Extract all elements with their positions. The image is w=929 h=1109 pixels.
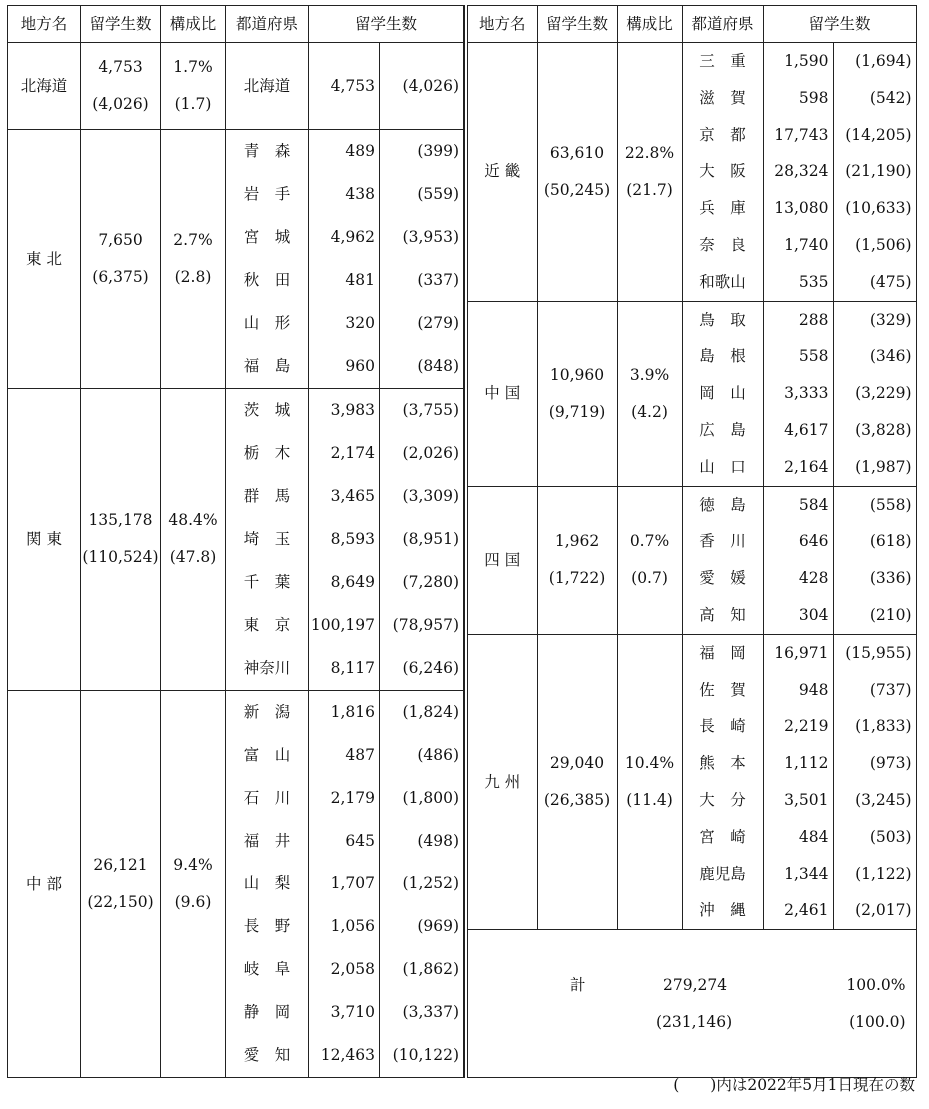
prefecture-students: 28,324 bbox=[763, 153, 833, 190]
prefecture-name: 福 井 bbox=[226, 819, 309, 862]
header-ratio: 構成比 bbox=[161, 6, 226, 43]
prefecture-students-prev: (486) bbox=[380, 734, 464, 777]
prefecture-students: 1,740 bbox=[763, 227, 833, 264]
prefecture-students-prev: (6,246) bbox=[380, 647, 464, 691]
region-name: 近 畿 bbox=[466, 43, 537, 302]
prefecture-students-prev: (848) bbox=[380, 345, 464, 389]
prefecture-students-prev: (1,694) bbox=[833, 43, 916, 80]
prefecture-students-prev: (498) bbox=[380, 819, 464, 862]
region-name: 四 国 bbox=[466, 486, 537, 634]
region-total bbox=[81, 388, 161, 690]
prefecture-students-prev: (329) bbox=[833, 301, 916, 338]
region-name: 関 東 bbox=[8, 388, 81, 690]
region-total-value: 26,121 bbox=[93, 856, 148, 875]
prefecture-students: 948 bbox=[763, 672, 833, 709]
region-ratio-value: 22.8% bbox=[624, 143, 675, 162]
prefecture-students-prev: (737) bbox=[833, 672, 916, 709]
prefecture-students-prev: (973) bbox=[833, 745, 916, 782]
region-ratio bbox=[617, 486, 682, 634]
prefecture-students: 17,743 bbox=[763, 117, 833, 154]
prefecture-name: 和歌山 bbox=[682, 264, 763, 301]
prefecture-students: 1,344 bbox=[763, 856, 833, 893]
prefecture-name: 山 梨 bbox=[226, 862, 309, 905]
prefecture-students-prev: (1,252) bbox=[380, 862, 464, 905]
left-table bbox=[7, 5, 464, 1078]
prefecture-students-prev: (1,824) bbox=[380, 690, 464, 734]
prefecture-students-prev: (2,026) bbox=[380, 432, 464, 475]
header-ratio-right: 構成比 bbox=[617, 6, 682, 43]
table-row bbox=[8, 690, 464, 734]
prefecture-name: 千 葉 bbox=[226, 561, 309, 604]
region-ratio bbox=[617, 301, 682, 486]
region-ratio bbox=[161, 43, 226, 130]
prefecture-name: 高 知 bbox=[682, 597, 763, 634]
prefecture-name: 山 形 bbox=[226, 302, 309, 345]
region-ratio-value: 2.7% bbox=[173, 231, 213, 250]
region-ratio bbox=[161, 388, 226, 690]
region-total-prev: (26,385) bbox=[543, 790, 611, 809]
prefecture-students-prev: (337) bbox=[380, 259, 464, 302]
region-ratio-value: 48.4% bbox=[168, 511, 218, 530]
region-ratio bbox=[617, 43, 682, 302]
prefecture-name: 熊 本 bbox=[682, 745, 763, 782]
prefecture-students-prev: (1,506) bbox=[833, 227, 916, 264]
region-total bbox=[81, 43, 161, 130]
region-total bbox=[81, 130, 161, 389]
table-row bbox=[466, 43, 916, 80]
prefecture-students-prev: (3,337) bbox=[380, 991, 464, 1034]
region-ratio-prev: (47.8) bbox=[169, 548, 217, 567]
prefecture-name: 岩 手 bbox=[226, 173, 309, 216]
prefecture-students-prev: (503) bbox=[833, 819, 916, 856]
prefecture-name: 富 山 bbox=[226, 734, 309, 777]
total-value-prev: (231,146) bbox=[656, 1013, 733, 1032]
prefecture-name: 岡 山 bbox=[682, 375, 763, 412]
region-ratio-prev: (4.2) bbox=[631, 402, 668, 421]
prefecture-students: 3,333 bbox=[763, 375, 833, 412]
prefecture-students: 1,056 bbox=[309, 905, 380, 948]
region-total-value: 135,178 bbox=[88, 511, 153, 530]
prefecture-students: 304 bbox=[763, 597, 833, 634]
prefecture-students-prev: (21,190) bbox=[833, 153, 916, 190]
prefecture-students-prev: (3,828) bbox=[833, 412, 916, 449]
prefecture-students-prev: (3,755) bbox=[380, 388, 464, 432]
prefecture-name: 徳 島 bbox=[682, 486, 763, 523]
prefecture-students-prev: (3,953) bbox=[380, 216, 464, 259]
prefecture-name: 北海道 bbox=[226, 43, 309, 130]
prefecture-name: 宮 城 bbox=[226, 216, 309, 259]
prefecture-name: 滋 賀 bbox=[682, 80, 763, 117]
region-total-value: 10,960 bbox=[549, 365, 605, 384]
region-ratio-prev: (11.4) bbox=[626, 790, 673, 809]
region-total bbox=[537, 43, 617, 302]
prefecture-students: 481 bbox=[309, 259, 380, 302]
prefecture-name: 兵 庫 bbox=[682, 190, 763, 227]
region-name: 北海道 bbox=[8, 43, 81, 130]
prefecture-students: 100,197 bbox=[309, 604, 380, 647]
prefecture-students: 428 bbox=[763, 560, 833, 597]
region-total-value: 1,962 bbox=[554, 532, 600, 551]
total-ratio-prev: (100.0) bbox=[849, 1013, 906, 1032]
region-total bbox=[537, 634, 617, 929]
total-cell bbox=[466, 930, 916, 1078]
prefecture-name: 東 京 bbox=[226, 604, 309, 647]
prefecture-students: 2,461 bbox=[763, 892, 833, 929]
region-ratio bbox=[617, 634, 682, 929]
prefecture-name: 宮 崎 bbox=[682, 819, 763, 856]
prefecture-students: 535 bbox=[763, 264, 833, 301]
prefecture-name: 神奈川 bbox=[226, 647, 309, 691]
prefecture-students: 646 bbox=[763, 523, 833, 560]
region-total-prev: (22,150) bbox=[87, 892, 154, 911]
prefecture-students: 320 bbox=[309, 302, 380, 345]
prefecture-name: 三 重 bbox=[682, 43, 763, 80]
prefecture-students: 3,465 bbox=[309, 475, 380, 518]
prefecture-students: 584 bbox=[763, 486, 833, 523]
footnote: ( )内は2022年5月1日現在の数 bbox=[673, 1076, 915, 1094]
table-row bbox=[8, 388, 464, 432]
region-ratio-value: 10.4% bbox=[624, 754, 675, 773]
prefecture-students: 558 bbox=[763, 338, 833, 375]
prefecture-name: 沖 縄 bbox=[682, 892, 763, 929]
prefecture-students-prev: (2,017) bbox=[833, 892, 916, 929]
prefecture-students-prev: (475) bbox=[833, 264, 916, 301]
prefecture-name: 群 馬 bbox=[226, 475, 309, 518]
total-row bbox=[466, 930, 916, 1078]
prefecture-students: 8,117 bbox=[309, 647, 380, 691]
prefecture-name: 京 都 bbox=[682, 117, 763, 154]
prefecture-name: 大 分 bbox=[682, 782, 763, 819]
prefecture-students: 598 bbox=[763, 80, 833, 117]
region-total-prev: (1,722) bbox=[548, 569, 606, 588]
prefecture-students-prev: (399) bbox=[380, 130, 464, 174]
prefecture-students-prev: (618) bbox=[833, 523, 916, 560]
region-total bbox=[537, 301, 617, 486]
prefecture-students-prev: (1,987) bbox=[833, 449, 916, 486]
prefecture-students: 8,593 bbox=[309, 518, 380, 561]
region-ratio-value: 3.9% bbox=[629, 365, 670, 384]
prefecture-students: 16,971 bbox=[763, 634, 833, 671]
prefecture-students-prev: (10,633) bbox=[833, 190, 916, 227]
region-ratio-prev: (1.7) bbox=[174, 95, 212, 114]
total-ratio: 100.0% bbox=[846, 976, 906, 995]
prefecture-students: 2,174 bbox=[309, 432, 380, 475]
prefecture-students: 2,219 bbox=[763, 708, 833, 745]
prefecture-students-prev: (1,800) bbox=[380, 777, 464, 820]
region-total-prev: (50,245) bbox=[543, 180, 611, 199]
prefecture-students-prev: (1,862) bbox=[380, 948, 464, 991]
header-region: 地方名 bbox=[8, 6, 81, 43]
header-pref-students: 留学生数 bbox=[309, 6, 464, 43]
prefecture-name: 福 岡 bbox=[682, 634, 763, 671]
prefecture-students: 489 bbox=[309, 130, 380, 174]
prefecture-students-prev: (210) bbox=[833, 597, 916, 634]
prefecture-students: 1,590 bbox=[763, 43, 833, 80]
prefecture-name: 広 島 bbox=[682, 412, 763, 449]
prefecture-students: 1,112 bbox=[763, 745, 833, 782]
prefecture-students: 2,164 bbox=[763, 449, 833, 486]
student-table bbox=[7, 5, 917, 1078]
prefecture-students-prev: (7,280) bbox=[380, 561, 464, 604]
prefecture-students: 12,463 bbox=[309, 1034, 380, 1078]
prefecture-students: 1,816 bbox=[309, 690, 380, 734]
prefecture-students-prev: (336) bbox=[833, 560, 916, 597]
prefecture-students: 645 bbox=[309, 819, 380, 862]
region-ratio-prev: (0.7) bbox=[631, 569, 668, 588]
table-row bbox=[466, 301, 916, 338]
prefecture-students: 487 bbox=[309, 734, 380, 777]
prefecture-students-prev: (10,122) bbox=[380, 1034, 464, 1078]
prefecture-name: 愛 媛 bbox=[682, 560, 763, 597]
prefecture-name: 埼 玉 bbox=[226, 518, 309, 561]
prefecture-students: 438 bbox=[309, 173, 380, 216]
region-ratio-value: 1.7% bbox=[173, 58, 213, 77]
table-row bbox=[466, 486, 916, 523]
prefecture-students-prev: (542) bbox=[833, 80, 916, 117]
region-ratio-value: 0.7% bbox=[629, 532, 670, 551]
header-region-right: 地方名 bbox=[466, 6, 537, 43]
region-ratio bbox=[161, 690, 226, 1078]
prefecture-name: 福 島 bbox=[226, 345, 309, 389]
region-ratio-value: 9.4% bbox=[173, 856, 213, 875]
prefecture-students: 3,501 bbox=[763, 782, 833, 819]
prefecture-students-prev: (3,229) bbox=[833, 375, 916, 412]
prefecture-name: 佐 賀 bbox=[682, 672, 763, 709]
prefecture-name: 山 口 bbox=[682, 449, 763, 486]
prefecture-students-prev: (279) bbox=[380, 302, 464, 345]
prefecture-name: 秋 田 bbox=[226, 259, 309, 302]
prefecture-name: 鳥 取 bbox=[682, 301, 763, 338]
region-ratio-prev: (2.8) bbox=[174, 267, 212, 286]
prefecture-students: 1,707 bbox=[309, 862, 380, 905]
prefecture-students: 484 bbox=[763, 819, 833, 856]
prefecture-students-prev: (559) bbox=[380, 173, 464, 216]
prefecture-name: 岐 阜 bbox=[226, 948, 309, 991]
prefecture-name: 青 森 bbox=[226, 130, 309, 174]
prefecture-students-prev: (558) bbox=[833, 486, 916, 523]
prefecture-students: 4,617 bbox=[763, 412, 833, 449]
prefecture-name: 大 阪 bbox=[682, 153, 763, 190]
prefecture-name: 愛 知 bbox=[226, 1034, 309, 1078]
prefecture-name: 奈 良 bbox=[682, 227, 763, 264]
prefecture-students-prev: (3,245) bbox=[833, 782, 916, 819]
total-label: 計 bbox=[570, 976, 586, 995]
prefecture-students: 2,179 bbox=[309, 777, 380, 820]
table-row bbox=[8, 130, 464, 174]
region-total-prev: (4,026) bbox=[92, 95, 149, 114]
prefecture-name: 茨 城 bbox=[226, 388, 309, 432]
prefecture-students-prev: (78,957) bbox=[380, 604, 464, 647]
header-students: 留学生数 bbox=[81, 6, 161, 43]
prefecture-students: 288 bbox=[763, 301, 833, 338]
prefecture-name: 栃 木 bbox=[226, 432, 309, 475]
prefecture-name: 鹿児島 bbox=[682, 856, 763, 893]
prefecture-students-prev: (3,309) bbox=[380, 475, 464, 518]
region-name: 東 北 bbox=[8, 130, 81, 389]
prefecture-students-prev: (15,955) bbox=[833, 634, 916, 671]
right-table bbox=[464, 5, 917, 1078]
header-prefecture: 都道府県 bbox=[226, 6, 309, 43]
prefecture-name: 香 川 bbox=[682, 523, 763, 560]
prefecture-students: 8,649 bbox=[309, 561, 380, 604]
region-ratio bbox=[161, 130, 226, 389]
prefecture-students-prev: (8,951) bbox=[380, 518, 464, 561]
region-total bbox=[81, 690, 161, 1078]
region-total-prev: (9,719) bbox=[548, 402, 606, 421]
prefecture-students: 960 bbox=[309, 345, 380, 389]
region-total-value: 29,040 bbox=[549, 754, 605, 773]
region-total-value: 7,650 bbox=[98, 231, 143, 250]
prefecture-students: 4,962 bbox=[309, 216, 380, 259]
region-total-value: 4,753 bbox=[98, 58, 143, 77]
prefecture-students: 3,710 bbox=[309, 991, 380, 1034]
region-total-prev: (6,375) bbox=[92, 267, 149, 286]
prefecture-students: 4,753 bbox=[309, 43, 380, 130]
region-name: 中 国 bbox=[466, 301, 537, 486]
region-total-value: 63,610 bbox=[549, 143, 605, 162]
prefecture-students: 3,983 bbox=[309, 388, 380, 432]
prefecture-students-prev: (969) bbox=[380, 905, 464, 948]
total-value: 279,274 bbox=[663, 976, 728, 995]
region-ratio-prev: (9.6) bbox=[174, 892, 212, 911]
region-name: 九 州 bbox=[466, 634, 537, 929]
prefecture-name: 島 根 bbox=[682, 338, 763, 375]
prefecture-students: 2,058 bbox=[309, 948, 380, 991]
prefecture-students-prev: (14,205) bbox=[833, 117, 916, 154]
prefecture-students-prev: (346) bbox=[833, 338, 916, 375]
table-row bbox=[8, 43, 464, 130]
prefecture-name: 長 崎 bbox=[682, 708, 763, 745]
prefecture-name: 静 岡 bbox=[226, 991, 309, 1034]
prefecture-name: 長 野 bbox=[226, 905, 309, 948]
prefecture-name: 新 潟 bbox=[226, 690, 309, 734]
header-students-right: 留学生数 bbox=[537, 6, 617, 43]
header-pref-students-right: 留学生数 bbox=[763, 6, 916, 43]
prefecture-name: 石 川 bbox=[226, 777, 309, 820]
prefecture-students: 13,080 bbox=[763, 190, 833, 227]
region-total bbox=[537, 486, 617, 634]
region-total-prev: (110,524) bbox=[82, 548, 159, 567]
region-ratio-prev: (21.7) bbox=[626, 180, 673, 199]
region-name: 中 部 bbox=[8, 690, 81, 1078]
prefecture-students-prev: (1,122) bbox=[833, 856, 916, 893]
header-prefecture-right: 都道府県 bbox=[682, 6, 763, 43]
table-row bbox=[466, 634, 916, 671]
prefecture-students-prev: (4,026) bbox=[380, 43, 464, 130]
prefecture-students-prev: (1,833) bbox=[833, 708, 916, 745]
